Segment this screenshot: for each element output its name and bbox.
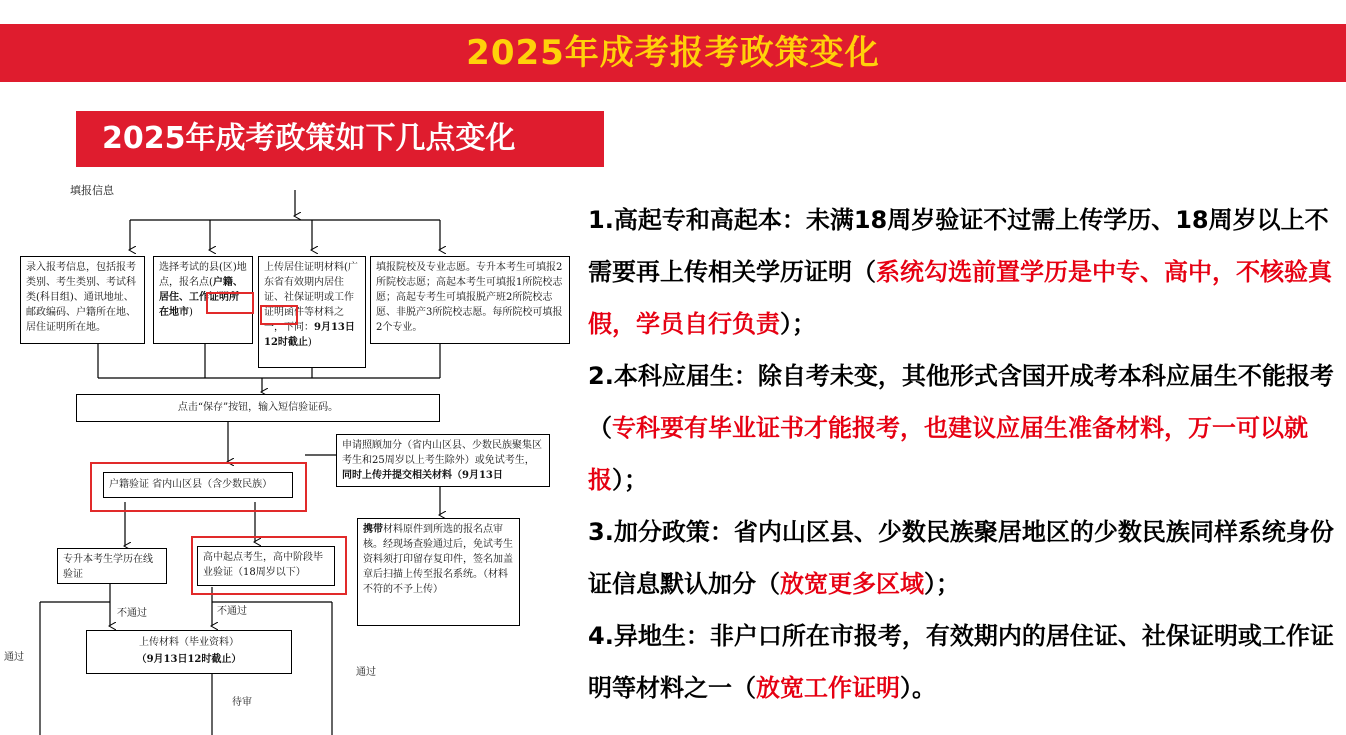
flow-box-zsb-verify: 专升本考生学历在线验证	[57, 548, 167, 584]
flow-label-fail-2: 不通过	[217, 606, 247, 617]
policy-item-2: 2.本科应届生：除自考未变，其他形式含国开成考本科应届生不能报考（专科要有毕业证书才能报考，也建议应届生准备材料，万一可以就报）；	[588, 362, 1334, 494]
highlight-box-work-certificate	[260, 305, 298, 325]
policy-list	[588, 194, 1340, 714]
flow-label-pass-right: 通过	[356, 667, 376, 678]
highlight-box-work-proof	[206, 292, 254, 314]
flow-label-pending: 待审	[232, 697, 252, 708]
flow-box-bonus-points: 申请照顾加分（省内山区县、少数民族聚集区考生和25周岁以上考生除外）或免试考生，同时上传并提交相关材料（9月13日	[336, 434, 550, 487]
flow-box-gz-verify: 高中起点考生，高中阶段毕业验证（18周岁以下）	[197, 546, 335, 586]
flow-top-label: 填报信息	[70, 184, 114, 197]
policy-item-3: 3.加分政策：省内山区县、少数民族聚居地区的少数民族同样系统身份证信息默认加分（放宽更多区域）；	[588, 518, 1334, 598]
policy-item-1: 1.高起专和高起本：未满18周岁验证不过需上传学历、18周岁以上不需要再上传相关学历证明（系统勾选前置学历是中专、高中，不核验真假，学员自行负责）；	[588, 206, 1332, 338]
flow-box-fill-preferences: 填报院校及专业志愿。专升本考生可填报2所院校志愿；高起本考生可填报1所院校志愿；高起专考生可填报脱产班2所院校志愿、非脱产3所院校志愿。每所院校可填报2个专业。	[370, 256, 570, 344]
flow-box-choose-location: 选择考试的县(区)地点，报名点(户籍、居住、工作证明所在地市)	[153, 256, 253, 344]
subheader-title: 2025年成考政策如下几点变化	[102, 121, 516, 156]
flow-box-enter-info: 录入报考信息，包括报考类别、考生类别、考试科类(科目组)、通讯地址、邮政编码、户籍所在地、居住证明所在地。	[20, 256, 145, 344]
flow-box-huji-verify: 户籍验证 省内山区县（含少数民族）	[103, 472, 293, 498]
subheader-box	[76, 111, 604, 167]
flow-label-fail-1: 不通过	[117, 608, 147, 619]
registration-flowchart	[0, 180, 575, 735]
flow-label-pass-left: 通过	[4, 652, 24, 663]
flow-box-upload-materials: 上传材料（毕业资料） （9月13日12时截止）	[86, 630, 292, 674]
page-title: 2025年成考报考政策变化	[466, 33, 880, 73]
flow-box-carry-materials: 携带材料原件到所选的报名点审核。经现场查验通过后，免试考生资料须打印留存复印件，签名加盖章后扫描上传至报名系统。（材料不符的不予上传）	[357, 518, 520, 626]
flow-box-save: 点击“保存”按钮，输入短信验证码。	[76, 394, 440, 422]
policy-item-4: 4.异地生：非户口所在市报考，有效期内的居住证、社保证明或工作证明等材料之一（放宽工作证明）。	[588, 622, 1334, 702]
title-banner	[0, 24, 1346, 82]
flow-box-upload-residence: 上传居住证明材料(广东省有效期内居住证、社保证明或工作证明函件等材料之一，下同：9月13日12时截止)	[258, 256, 366, 368]
